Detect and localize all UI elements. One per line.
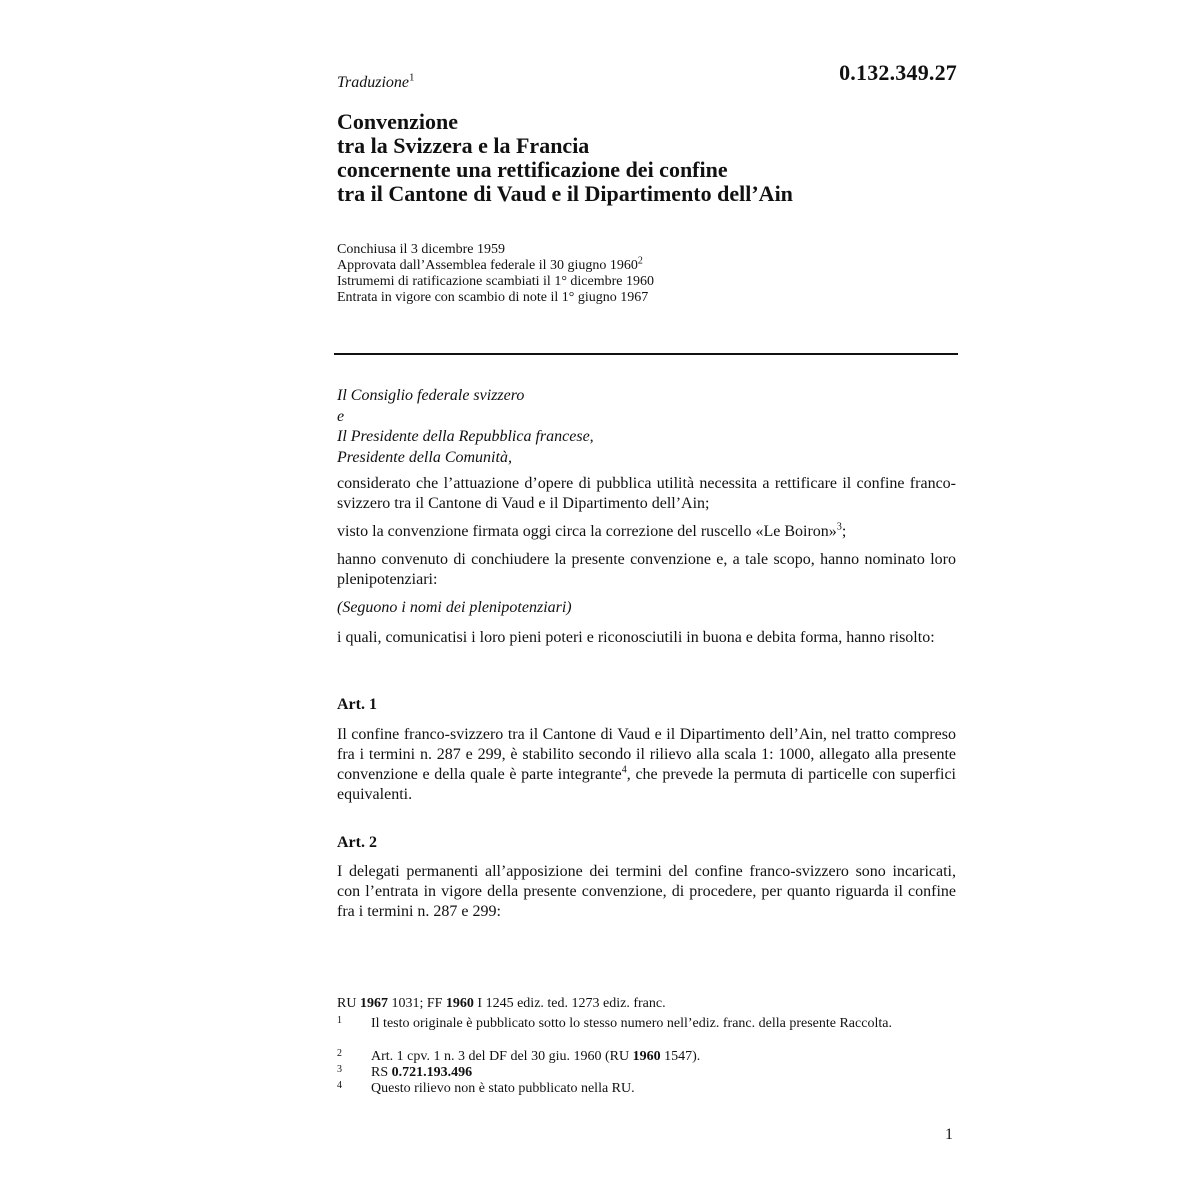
preamble-resolved: i quali, comunicatisi i loro pieni poteri e riconosciutili in buona e debita forma, hanno risolto:: [337, 629, 935, 646]
footnote-2-bold: 1960: [632, 1049, 661, 1064]
preamble-plenipotentiaries: (Seguono i nomi dei plenipotenziari): [337, 599, 572, 616]
meta-approved-text: Approvata dall’Assemblea federale il 30 giugno 1960: [337, 258, 638, 273]
footnote-ref-4[interactable]: 4: [621, 764, 627, 776]
footnote-2-text-a: Art. 1 cpv. 1 n. 3 del DF del 30 giu. 1960 (RU: [371, 1049, 630, 1064]
preamble-considering: considerato che l’attuazione d’opere di pubblica utilità necessita a rettificare il confine franco-svizzero tra il Cantone di Vaud e il Dipartimento dell’Ain;: [337, 475, 956, 512]
publication-reference: [337, 996, 666, 1012]
meta-approved: [337, 255, 654, 274]
article-2-text: I delegati permanenti all’apposizione dei termini del confine franco-svizzero sono incaricati, con l’entrata in vigore della presente convenzione, di procedere, per quanto riguarda il confine fra i termini n. 287 e 299:: [337, 863, 956, 920]
footnote-1: [337, 1016, 957, 1048]
footnote-3-prefix: RS: [371, 1065, 389, 1080]
horizontal-rule: [334, 353, 958, 355]
title-line-4: tra il Cantone di Vaud e il Dipartimento dell’Ain: [337, 181, 793, 206]
page-number: 1: [945, 1126, 953, 1143]
preamble-agreed: hanno convenuto di conchiudere la presente convenzione e, a tale scopo, hanno nominato loro plenipotenziari:: [337, 551, 956, 588]
footnote-3-bold: 0.721.193.496: [391, 1065, 473, 1080]
ref-prefix: RU: [337, 996, 357, 1011]
treaty-metadata: [337, 242, 654, 306]
footnote-2-number: 2: [337, 1048, 342, 1059]
footnote-4-number: 4: [337, 1080, 342, 1091]
party-france-community: Presidente della Comunità,: [337, 448, 512, 466]
article-1-text-a: Il confine franco-svizzero tra il Cantone di Vaud e il Dipartimento dell’Ain, nel tratto compreso fra i termini n. 287 e 299, è stabilito secondo il rilievo alla scala 1: 1000, allegato alla presente convenzione e della quale è parte integrante: [337, 726, 956, 783]
party-france: Il Presidente della Repubblica francese,: [337, 428, 594, 445]
article-1-text-b: , che prevede la permuta di particelle con superfici equivalenti.: [337, 766, 956, 803]
footnote-ref-1[interactable]: 1: [409, 71, 415, 84]
footnote-3-number: 3: [337, 1064, 342, 1075]
article-1-text: [337, 725, 956, 805]
footnote-4: [337, 1081, 957, 1097]
translation-label: [337, 71, 415, 92]
title-line-1: Convenzione: [337, 109, 458, 134]
footnote-2-text: [371, 1049, 951, 1065]
sr-number: 0.132.349.27: [839, 60, 957, 85]
contracting-parties: [337, 386, 594, 468]
article-2-heading: Art. 2: [337, 834, 377, 851]
footnote-3-text: [371, 1065, 951, 1081]
meta-entry-into-force: Entrata in vigore con scambio di note il 1° giugno 1967: [337, 290, 649, 305]
footnote-1-number: 1: [337, 1015, 342, 1026]
title-line-3: concernente una rettificazione dei confine: [337, 157, 728, 182]
party-switzerland: Il Consiglio federale svizzero: [337, 387, 525, 404]
document-title: [337, 110, 957, 206]
preamble-having-regard-end: ;: [841, 523, 847, 540]
ref-year-1: 1967: [359, 996, 388, 1011]
footnote-2-text-b: 1547).: [664, 1049, 701, 1064]
footnote-2: [337, 1049, 957, 1065]
ref-end: I 1245 ediz. ted. 1273 ediz. franc.: [477, 996, 666, 1011]
party-conjunction: e: [337, 407, 345, 425]
footnote-4-text: Questo rilievo non è stato pubblicato nella RU.: [371, 1081, 635, 1096]
article-1-heading: Art. 1: [337, 696, 377, 713]
footnote-ref-3[interactable]: 3: [836, 521, 842, 533]
footnote-3: [337, 1065, 957, 1081]
ref-year-2: 1960: [445, 996, 474, 1011]
meta-ratification: Istrumemi di ratificazione scambiati il 1° dicembre 1960: [337, 274, 654, 289]
footnote-ref-2[interactable]: 2: [637, 255, 643, 267]
title-line-2: tra la Svizzera e la Francia: [337, 133, 590, 158]
preamble-having-regard: [337, 522, 956, 542]
preamble-having-regard-text: visto la convenzione firmata oggi circa la correzione del ruscello «Le Boiron»: [337, 523, 837, 540]
footnote-1-text: Il testo originale è pubblicato sotto lo stesso numero nell’ediz. franc. della presente Raccolta.: [371, 1016, 892, 1031]
ref-mid: 1031; FF: [391, 996, 443, 1011]
translation-text: Traduzione: [337, 74, 410, 91]
meta-concluded: Conchiusa il 3 dicembre 1959: [337, 242, 505, 257]
